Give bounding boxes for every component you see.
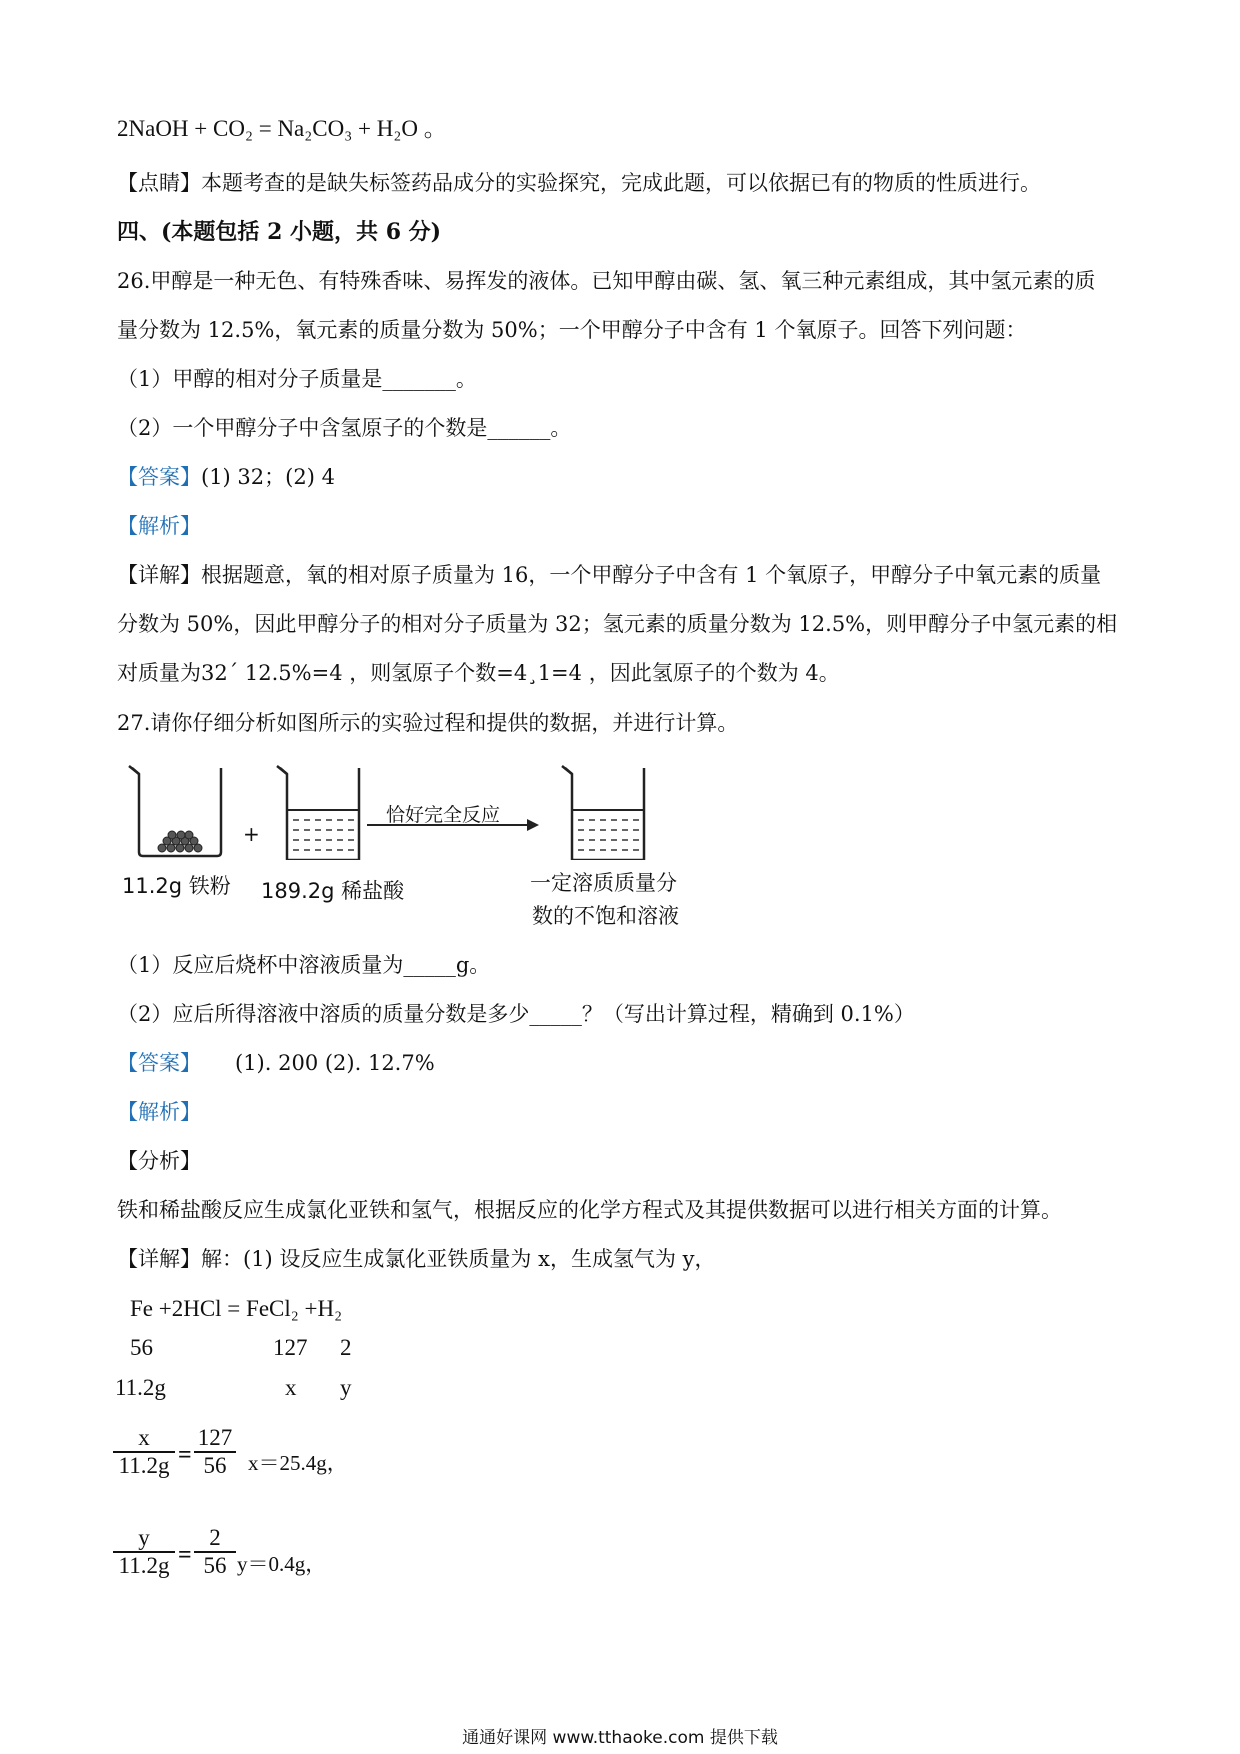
q26-detail-line1 bbox=[117, 560, 1101, 590]
fraction2-left bbox=[113, 1525, 175, 1579]
fraction2-right bbox=[194, 1525, 236, 1579]
q26-detail-line3: 对质量为32´ 12.5%=4 ，则氢原子个数=4¸1=4 ，因此氢原子的个数为 4。 bbox=[117, 661, 840, 685]
diagram-plus: + bbox=[243, 822, 260, 846]
q27-text: 27.请你仔细分析如图所示的实验过程和提供的数据，并进行计算。 bbox=[117, 711, 739, 735]
fraction1-den: 11.2g bbox=[113, 1451, 175, 1479]
q27-detail bbox=[117, 1244, 715, 1274]
fraction2-num: y bbox=[138, 1525, 150, 1550]
fraction2-num2: 2 bbox=[209, 1525, 221, 1550]
q27-analysis-text: 铁和稀盐酸反应生成氯化亚铁和氢气，根据反应的化学方程式及其提供数据可以进行相关方面的计算。 bbox=[117, 1198, 1062, 1222]
fraction1-num: x bbox=[138, 1425, 150, 1450]
q27-analysis-sub-label: 【分析】 bbox=[117, 1149, 201, 1173]
q26-answer bbox=[117, 462, 335, 492]
mass-row2-a: 11.2g bbox=[115, 1375, 166, 1400]
diagram-result-line2: 数的不饱和溶液 bbox=[532, 904, 679, 928]
fraction2-den2: 56 bbox=[194, 1551, 236, 1579]
q27-answer bbox=[117, 1048, 435, 1078]
q26-sub2: （2）一个甲醇分子中含氢原子的个数是______。 bbox=[117, 416, 572, 440]
footer: 通通好课网 www.tthaoke.com 提供下载 bbox=[462, 1728, 778, 1748]
q26-answer-label: 【答案】 bbox=[117, 465, 201, 489]
mass-row1-b: 127 bbox=[273, 1335, 308, 1360]
beaker-result-icon bbox=[562, 766, 644, 860]
beaker-iron-icon bbox=[129, 766, 221, 856]
q26-text-line1: 26.甲醇是一种无色、有特殊香味、易挥发的液体。已知甲醇由碳、氢、氧三种元素组成，其中氢元素的质 bbox=[117, 269, 1096, 293]
q27-analysis-label: 【解析】 bbox=[117, 1100, 201, 1124]
reaction-equation: Fe +2HCl = FeCl₂ +H₂ bbox=[130, 1296, 343, 1321]
tip-text: 本题考查的是缺失标签药品成分的实验探究，完成此题，可以依据已有的物质的性质进行。 bbox=[201, 171, 1041, 195]
q26-analysis-label: 【解析】 bbox=[117, 514, 201, 538]
tip-label: 【点睛】 bbox=[117, 171, 201, 195]
top-equation: 2NaOH + CO₂ = Na₂CO₃ + H₂O 。 bbox=[117, 116, 447, 141]
fraction1-right bbox=[194, 1425, 236, 1479]
mass-row1-c: 2 bbox=[340, 1335, 352, 1360]
q26-detail-line2: 分数为 50%，因此甲醇分子的相对分子质量为 32；氢元素的质量分数为 12.5%，则甲醇分子中氢元素的相 bbox=[117, 612, 1118, 636]
fraction2-den: 11.2g bbox=[113, 1551, 175, 1579]
beaker-acid-icon bbox=[277, 766, 359, 860]
q26-detail-text1: 根据题意，氧的相对原子质量为 16，一个甲醇分子中含有 1 个氧原子，甲醇分子中氧元素的质量 bbox=[201, 563, 1102, 587]
fraction2-result: y＝0.4g， bbox=[237, 1552, 327, 1576]
section-heading: 四、(本题包括 2 小题，共 6 分) bbox=[117, 219, 442, 245]
fraction1-result: x＝25.4g， bbox=[248, 1451, 348, 1475]
q26-detail-label: 【详解】 bbox=[117, 563, 201, 587]
q27-answer-label: 【答案】 bbox=[117, 1051, 201, 1075]
q27-answer-text: (1). 200 (2). 12.7% bbox=[235, 1051, 435, 1075]
fraction1-den2: 56 bbox=[194, 1451, 236, 1479]
mass-row2-b: x bbox=[285, 1375, 297, 1400]
fraction1-left bbox=[113, 1425, 175, 1479]
diagram-result-line1: 一定溶质质量分 bbox=[530, 871, 677, 895]
q27-sub2: （2）应后所得溶液中溶质的质量分数是多少_____？（写出计算过程，精确到 0.1%） bbox=[117, 1002, 915, 1026]
diagram-label-iron: 11.2g 铁粉 bbox=[122, 874, 231, 898]
mass-row1-a: 56 bbox=[130, 1335, 153, 1360]
diagram-arrow-label: 恰好完全反应 bbox=[386, 804, 501, 826]
q26-sub1: （1）甲醇的相对分子质量是_______。 bbox=[117, 367, 477, 391]
mass-row2-c: y bbox=[340, 1375, 352, 1400]
q27-detail-text: 解：(1) 设反应生成氯化亚铁质量为 x，生成氢气为 y， bbox=[201, 1247, 716, 1271]
q27-detail-label: 【详解】 bbox=[117, 1247, 201, 1271]
q26-answer-text: (1) 32；(2) 4 bbox=[201, 465, 335, 489]
fraction1-num2: 127 bbox=[197, 1425, 233, 1450]
fraction1-equals: = bbox=[178, 1442, 192, 1468]
fraction2-equals: = bbox=[178, 1542, 192, 1568]
q27-sub1: （1）反应后烧杯中溶液质量为_____g。 bbox=[117, 953, 491, 977]
tip-line bbox=[117, 168, 1041, 198]
q26-text-line2: 量分数为 12.5%，氧元素的质量分数为 50%；一个甲醇分子中含有 1 个氧原子。回答下列问题： bbox=[117, 318, 1027, 342]
diagram-label-acid: 189.2g 稀盐酸 bbox=[261, 879, 405, 903]
